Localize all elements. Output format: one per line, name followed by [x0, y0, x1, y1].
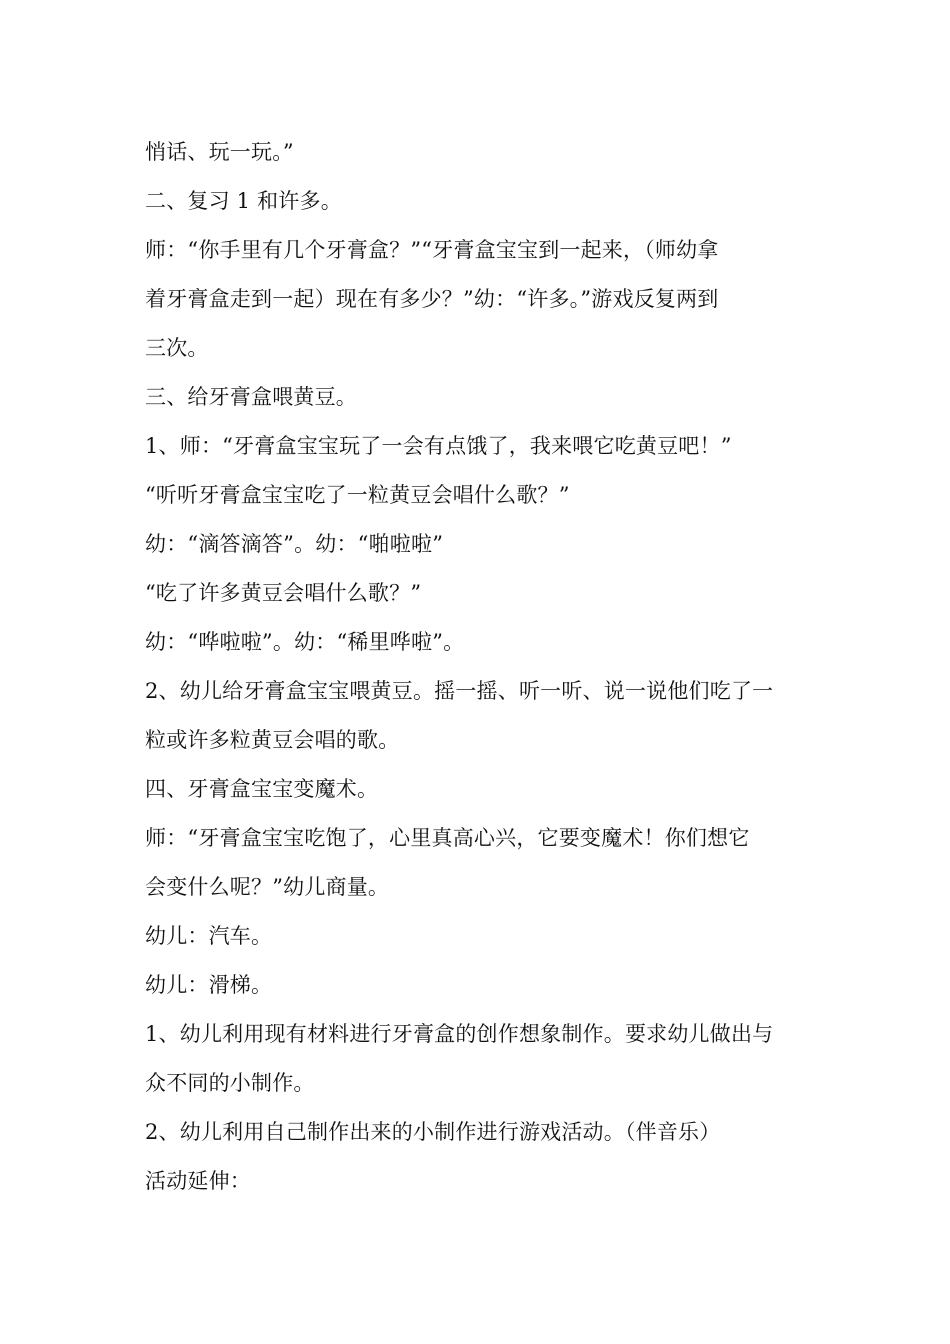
text-line: 三次。: [145, 336, 209, 360]
body-text: [145, 128, 810, 1206]
text-line: 幼儿：汽车。: [145, 924, 273, 948]
text-line: 幼儿：滑梯。: [145, 973, 273, 997]
text-line: “吃了许多黄豆会唱什么歌？”: [145, 581, 422, 605]
section-heading: 二、复习 1 和许多。: [145, 189, 342, 213]
text-line: 师：“牙膏盒宝宝吃饱了，心里真高心兴，它要变魔术！你们想它: [145, 826, 750, 850]
section-heading: 活动延伸：: [145, 1169, 251, 1193]
text-line: 2、幼儿给牙膏盒宝宝喂黄豆。摇一摇、听一听、说一说他们吃了一: [145, 679, 774, 703]
text-line: 着牙膏盒走到一起）现在有多少？”幼：“许多。”游戏反复两到: [145, 287, 719, 311]
text-line: “听听牙膏盒宝宝吃了一粒黄豆会唱什么歌？”: [145, 483, 570, 507]
text-line: 幼：“滴答滴答”。幼：“啪啦啦”: [145, 532, 444, 556]
text-line: 师：“你手里有几个牙膏盒？”“牙膏盒宝宝到一起来，（师幼拿: [145, 238, 719, 262]
text-line: 幼：“哗啦啦”。幼：“稀里哗啦”。: [145, 630, 465, 654]
section-heading: 三、给牙膏盒喂黄豆。: [145, 385, 357, 409]
text-line: 2、幼儿利用自己制作出来的小制作进行游戏活动。（伴音乐）: [145, 1120, 721, 1144]
text-line: 悄话、玩一玩。”: [145, 140, 294, 164]
text-line: 1、幼儿利用现有材料进行牙膏盒的创作想象制作。要求幼儿做出与: [145, 1022, 774, 1046]
text-line: 众不同的小制作。: [145, 1071, 315, 1095]
text-line: 粒或许多粒黄豆会唱的歌。: [145, 728, 400, 752]
section-heading: 四、牙膏盒宝宝变魔术。: [145, 777, 379, 801]
text-line: 会变什么呢？”幼儿商量。: [145, 875, 390, 899]
text-line: 1、师：“牙膏盒宝宝玩了一会有点饿了，我来喂它吃黄豆吧！”: [145, 434, 732, 458]
